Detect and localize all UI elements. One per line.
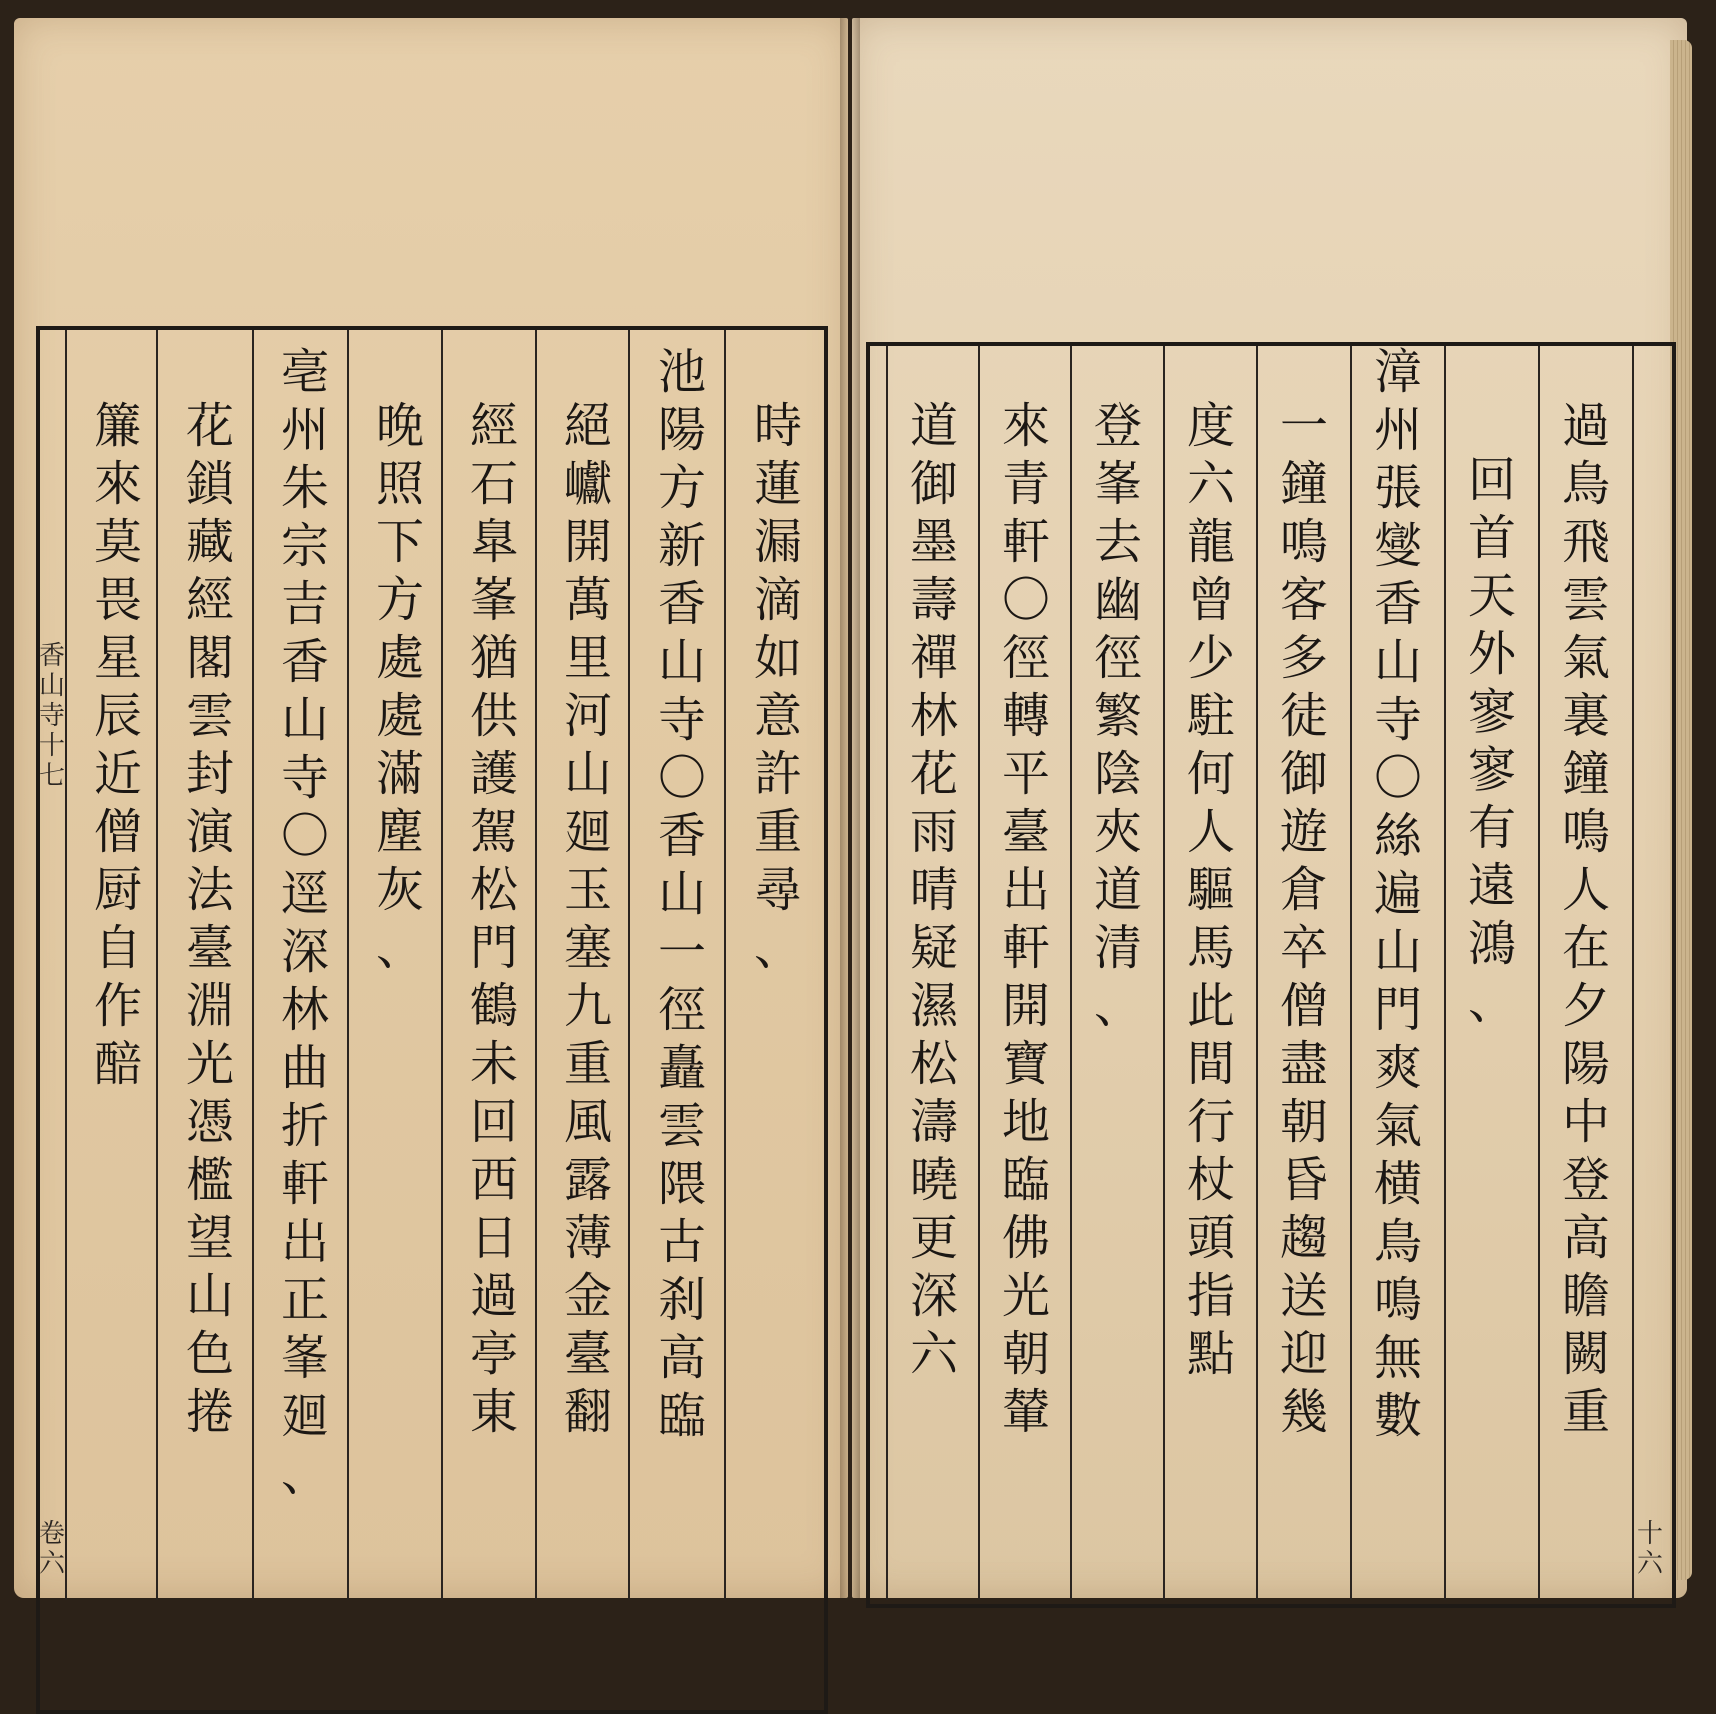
- text-column: 花 鎖 藏 經 閣 雲 封 演 法 臺 淵 光 憑 檻 望 山 色 捲: [185, 398, 234, 1440]
- text-column: 一 鐘 鳴 客 多 徒 御 遊 倉 卒 僧 盡 朝 昏 趨 送 迎 幾: [1279, 398, 1328, 1440]
- column-rule: [347, 330, 349, 1600]
- column-rule: [978, 346, 980, 1600]
- right-text-frame: [866, 342, 1676, 1608]
- column-rule: [1632, 346, 1634, 1600]
- column-rule: [628, 330, 630, 1600]
- column-rule: [535, 330, 537, 1600]
- column-rule: [65, 330, 67, 1600]
- text-column: 池 陽 方 新 香 山 寺 〇 香 山 一 徑 矗 雲 隈 古 刹 高 臨: [657, 344, 706, 1444]
- text-column: 漳 州 張 燮 香 山 寺 〇 絲 遍 山 門 爽 氣 横 鳥 鳴 無 數: [1373, 344, 1422, 1444]
- column-rule: [1538, 346, 1540, 1600]
- column-rule: [1444, 346, 1446, 1600]
- text-column: 回 首 天 外 寥 寥 有 遠 鴻 、: [1467, 452, 1516, 1030]
- text-column: 來 青 軒 〇 徑 轉 平 臺 出 軒 開 寶 地 臨 佛 光 朝 輦: [1001, 398, 1050, 1440]
- text-column: 晚 照 下 方 處 處 滿 塵 灰 、: [375, 398, 424, 976]
- column-rule: [1070, 346, 1072, 1600]
- column-rule: [1163, 346, 1165, 1600]
- column-rule: [156, 330, 158, 1600]
- text-column: 絕 巘 開 萬 里 河 山 廻 玉 塞 九 重 風 露 薄 金 臺 翻: [563, 398, 612, 1440]
- text-column: 度 六 龍 曾 少 駐 何 人 驅 馬 此 間 行 杖 頭 指 點: [1186, 398, 1235, 1382]
- book-gutter: [840, 18, 860, 1598]
- text-column: 時 蓮 漏 滴 如 意 許 重 尋 、: [753, 398, 802, 976]
- column-rule: [1350, 346, 1352, 1600]
- margin-page-number: 十 六: [1636, 1519, 1663, 1579]
- margin-title: 香 山 寺 十 七: [39, 641, 66, 791]
- text-column: 過 鳥 飛 雲 氣 裏 鐘 鳴 人 在 夕 陽 中 登 高 瞻 闕 重: [1561, 398, 1610, 1440]
- column-rule: [1256, 346, 1258, 1600]
- text-column: 亳 州 朱 宗 吉 香 山 寺 〇 逕 深 林 曲 折 軒 出 正 峯 廻 、: [280, 344, 329, 1502]
- column-rule: [252, 330, 254, 1600]
- text-column: 登 峯 去 幽 徑 繁 陰 夾 道 清 、: [1093, 398, 1142, 1034]
- margin-volume: 卷 六: [39, 1519, 66, 1579]
- column-rule: [724, 330, 726, 1600]
- text-column: 道 御 墨 壽 禪 林 花 雨 晴 疑 濕 松 濤 曉 更 深 六: [909, 398, 958, 1382]
- text-column: 經 石 臯 峯 猶 供 護 駕 松 門 鶴 未 回 西 日 過 亭 東: [469, 398, 518, 1440]
- column-rule: [441, 330, 443, 1600]
- column-rule: [886, 346, 888, 1600]
- text-column: 簾 來 莫 畏 星 辰 近 僧 厨 自 作 醅: [93, 398, 142, 1092]
